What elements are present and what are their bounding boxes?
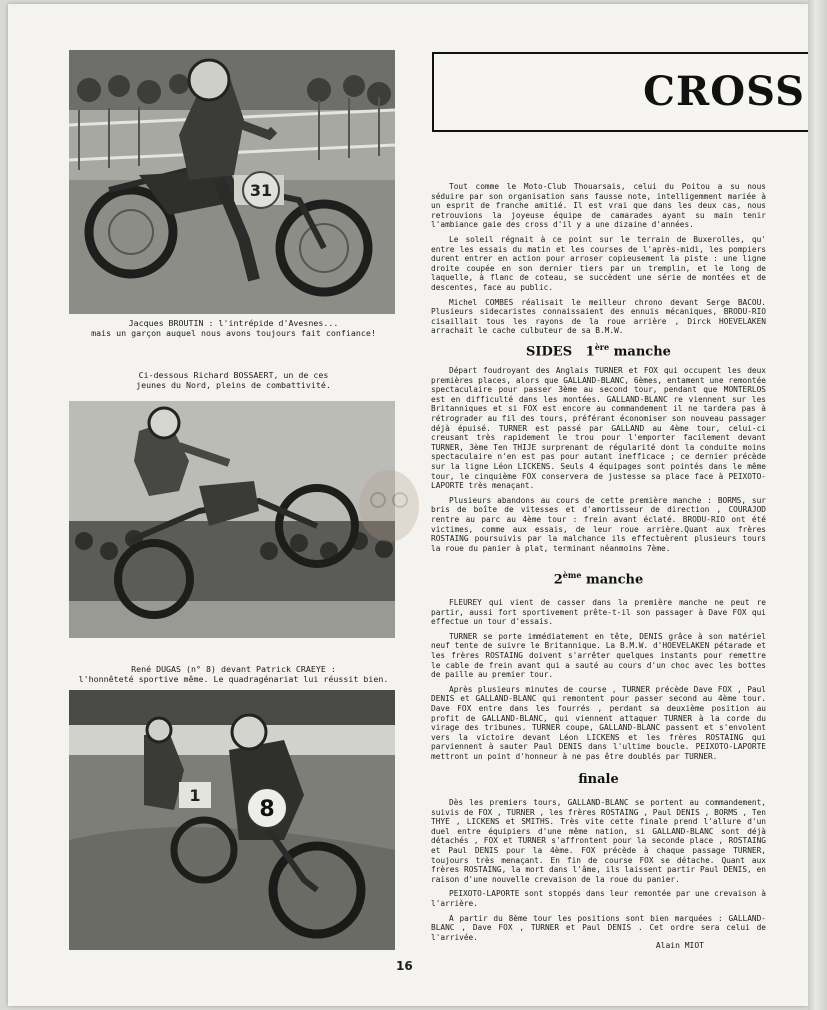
page-title: CROSS — [643, 68, 805, 115]
intro-text — [431, 182, 766, 341]
heading-ordinal: 1 — [585, 344, 595, 360]
paragraph: Départ foudroyant des Anglais TURNER et FOX qui occupent les deux premières places, alors que GALLAND-BLANC, 6èmes, entament une remontée spectaculaire pour passer 3ème au second tour, pendant que MONTERLOS est en difficulté dans les montées. GALLAND-BLANC re viennent sur les Britanniques et si FOX est encore au commandement il ne tardera pas à rétrograder au fil des tours, préférant économiser son nouveau passager déjà épuisé. TURNER est passé par GALLAND au 4ème tour, celui-ci creusant très rapidement le trou pour l'emporter facilement devant TURNER, 3ème Ten THIJE surprenant de régularité dont la conduite moins spectaculaire n'en est pas pour autant inefficace ; ce dernier précède sur la ligne Léon LICKENS. Seuls 4 équipages sont pointés dans le même tour, le cinquième FOX conservera de justesse sa place face à PEIXOTO-LAPORTE très menaçant. — [431, 366, 766, 491]
heading-sup: ème — [562, 570, 582, 580]
section3-text — [431, 798, 766, 947]
photo-jacques-broutin — [69, 50, 395, 314]
plate-number-front: 8 — [259, 797, 275, 822]
heading-2eme-manche — [431, 570, 766, 587]
heading-finale — [431, 772, 766, 787]
photo-richard-bossaert — [69, 401, 395, 638]
paragraph: PEIXOTO-LAPORTE sont stoppés dans leur remontée par une crevaison à l'arrière. — [431, 889, 766, 908]
paragraph: Le soleil régnait à ce point sur le terrain de Buxerolles, qu' entre les essais du matin et les courses de l'après-midi, les pompiers durent entrer en action pour arroser copieusement la piste : une ligne droite coupée en son dernier tiers par un tremplin, et le long de laquelle, à flanc de coteau, se succèdent une série de montées et de descentes, face au public. — [431, 234, 766, 292]
paragraph: Après plusieurs minutes de course , TURNER précède Dave FOX , Paul DENIS et GALLAND-BLANC qui remontent pour passer second au 4ème tour. Dave FOX entre dans les fourrés , perdant sa deuxième position au profit de GALLAND-BLANC, qui viennent attaquer TURNER à la corde du virage des tribunes. TURNER coupe, GALLAND-BLANC passent et s'envolent vers la victoire devant Léon LICKENS et les frères ROSTAING qui parviennent à sauter Paul DENIS dans l'ultime boucle. PEIXOTO-LAPORTE mettront un point d'honneur à ne pas être doublés par TURNER. — [431, 684, 766, 761]
plate-number: 31 — [249, 181, 273, 200]
portrait-stamp-icon — [354, 466, 424, 546]
section1-text — [431, 366, 766, 558]
heading-sup: ère — [594, 342, 610, 352]
photo-rene-dugas — [69, 690, 395, 950]
paragraph: Plusieurs abandons au cours de cette première manche : BORMS, sur bris de boîte de vitesses et d'amortisseur de direction , COURAJOD rentre au parc au 4ème tour : frein avant éclaté. BRODU-RIO ont été victimes, comme aux essais, de leur roue arrière.Quant aux frères ROSTAING poursuivis par la malchance ils effectuèrent plusieurs tours la roue du panier à plat, terminant néanmoins 7ème. — [431, 495, 766, 553]
heading-word: finale — [578, 772, 619, 787]
author-signature: Alain MIOT — [655, 941, 704, 950]
heading-word: manche — [613, 344, 671, 360]
caption-photo3: René DUGAS (n° 8) devant Patrick CRAEYE : l'honnêteté sportive même. Le quadragénariat lui réussit bien. — [78, 664, 389, 684]
caption-intro2: Ci-dessous Richard BOSSAERT, un de ces jeunes du Nord, pleins de combattivité. — [136, 370, 331, 390]
caption-photo1: Jacques BROUTIN : l'intrépide d'Avesnes... mais un garçon auquel nous avons toujours fait confiance! — [91, 318, 376, 338]
paragraph: Michel COMBES réalisait le meilleur chrono devant Serge BACOU. Plusieurs sidecaristes connaissaient des ennuis mécaniques, BRODU-RIO cisaillait tous les rayons de la roue arrière , Dirck HOEVELAKEN arrachait le cache culbuteur de sa B.M.W. — [431, 297, 766, 336]
magazine-page — [8, 4, 808, 1006]
page-number: 16 — [396, 959, 413, 973]
section2-text — [431, 598, 766, 767]
paragraph: FLEUREY qui vient de casser dans la première manche ne peut re partir, aussi fort sportivement prête-t-il son passager à Dave FOX qui effectue un tour d'essais. — [431, 598, 766, 627]
heading-sides-1ere-manche — [431, 342, 766, 359]
heading-word: manche — [585, 572, 644, 588]
title-box — [432, 52, 817, 132]
page-edge — [808, 0, 827, 1010]
paragraph: Dès les premiers tours, GALLAND-BLANC se portent au commandement, suivis de FOX , TURNER , les frères ROSTAING , Paul DENIS , BORMS , Ten THYE , LICKENS et SMITHS. Très vite cette finale prend l'allure d'un duel entre équipiers d'une même nation, si GALLAND-BLANC sont déjà détachés , FOX et TURNER s'affrontent pour la seconde place , ROSTAING et Paul DENIS pour la 4ème. FOX précède à chaque passage TURNER, toujours très menaçant. En fin de course FOX se détache. Quant aux frères ROSTAING, la mort dans l'âme, ils laissent partir Paul DENIS, en raison d'une nouvelle crevaison de la roue du panier. — [431, 798, 766, 884]
paragraph: TURNER se porte immédiatement en tête, DENIS grâce à son matériel neuf tente de suivre le Britannique. La B.M.W. d'HOEVELAKEN pétarade et les frères ROSTAING doivent s'arrêter quelques instants pour remettre le cable de frein avant qui a sauté au cours d'un choc avec les bottes de paille au premier tour. — [431, 631, 766, 680]
paragraph: A partir du 8ème tour les positions sont bien marquées : GALLAND-BLANC , Dave FOX , TURNER et Paul DENIS . Cet ordre sera celui de l'arrivée. — [431, 913, 766, 942]
heading-ordinal: 2 — [553, 572, 563, 588]
plate-number-back: 1 — [189, 786, 201, 805]
paragraph: Tout comme le Moto-Club Thouarsais, celui du Poitou a su nous séduire par son organisation sans fausse note, intelligemment mariée à un esprit de franche amitié. Il est vrai que dans les deux cas, nous retrouvions la joyeuse équipe de camarades ayant su main tenir l'ambiance gaie des cross d'il y a une dizaine d'années. — [431, 182, 766, 230]
heading-main: SIDES — [526, 344, 573, 360]
